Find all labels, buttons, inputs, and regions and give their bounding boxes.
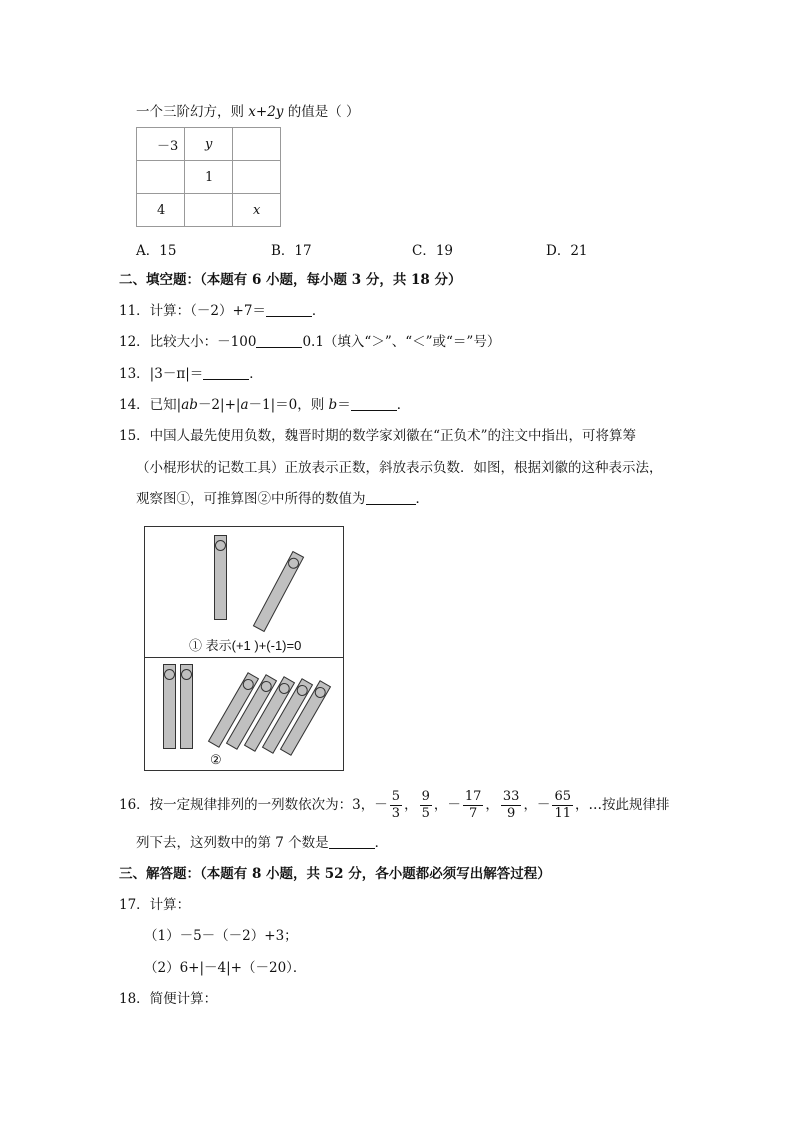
q18-title: 18．简便计算： bbox=[119, 991, 218, 1007]
answer-blank bbox=[266, 303, 312, 317]
q14 bbox=[119, 396, 410, 414]
separator: ，－ bbox=[523, 797, 551, 813]
q16-text: 16．按一定规律排列的一列数依次为：3，－ bbox=[119, 797, 388, 813]
q14-var-a: a bbox=[240, 397, 249, 413]
grid-cell bbox=[233, 161, 281, 194]
q17-part2: （2）6+|－4|+（－20）． bbox=[144, 960, 307, 976]
grid-cell: 1 bbox=[185, 161, 233, 194]
denominator: 7 bbox=[468, 806, 478, 821]
q12-end: 0.1（填入“＞”、“＜”或“＝”号） bbox=[302, 334, 501, 350]
q10-stem bbox=[136, 103, 360, 121]
q16-line2 bbox=[136, 834, 388, 852]
q12-text: 12．比较大小：－100 bbox=[119, 334, 257, 350]
grid-cell bbox=[233, 128, 281, 161]
stick-circle bbox=[164, 669, 175, 680]
figure-1-caption: ① 表示(+1 )+(-1)=0 bbox=[189, 638, 302, 653]
stick-circle bbox=[277, 681, 292, 696]
slanted-stick bbox=[253, 551, 304, 632]
numerator: 5 bbox=[391, 789, 401, 804]
stick-circle bbox=[181, 669, 192, 680]
answer-blank bbox=[203, 366, 249, 380]
q15-line3 bbox=[136, 490, 429, 508]
upright-stick bbox=[180, 664, 193, 749]
figure-1 bbox=[144, 526, 344, 658]
q11 bbox=[119, 302, 325, 320]
upright-stick bbox=[214, 535, 227, 620]
q15-text: 观察图①，可推算图②中所得的数值为 bbox=[136, 491, 366, 507]
grid-cell: y bbox=[185, 128, 233, 161]
q17-title: 17．计算： bbox=[119, 897, 191, 913]
separator: ，－ bbox=[433, 797, 461, 813]
q16-line1 bbox=[119, 788, 669, 822]
stick-circle bbox=[241, 677, 256, 692]
q14-end: ． bbox=[396, 397, 411, 413]
magic-square bbox=[136, 127, 281, 227]
q15-end: ． bbox=[415, 491, 429, 507]
grid-cell bbox=[185, 194, 233, 227]
q13-end: ． bbox=[249, 366, 263, 382]
q14-var-b: b bbox=[328, 397, 338, 413]
fraction bbox=[463, 789, 484, 822]
separator: ，…按此规律排 bbox=[574, 797, 670, 813]
figure-2 bbox=[144, 657, 344, 771]
section2-title: 二、填空题：（本题有 6 小题，每小题 3 分，共 18 分） bbox=[119, 272, 462, 288]
q10-text-pre: 一个三阶幻方，则 bbox=[136, 104, 249, 120]
q14-text: －2|+| bbox=[197, 397, 241, 413]
option-d: D．21 bbox=[546, 243, 588, 259]
q11-text: 11．计算：（－2）+7＝ bbox=[119, 303, 266, 319]
stick-circle bbox=[295, 683, 310, 698]
stick-circle bbox=[215, 540, 226, 551]
separator: ， bbox=[404, 797, 418, 813]
numerator: 33 bbox=[502, 789, 520, 804]
q10-text-post: 的值是（ ） bbox=[283, 104, 360, 120]
q17-part1: （1）－5－（－2）+3； bbox=[144, 928, 298, 944]
q12 bbox=[119, 333, 500, 351]
q13-text: 13．|3－π|＝ bbox=[119, 366, 204, 382]
answer-blank bbox=[256, 334, 302, 348]
denominator: 11 bbox=[554, 806, 571, 821]
answer-blank bbox=[329, 835, 375, 849]
q15-line2: （小棍形状的记数工具）正放表示正数，斜放表示负数．如图，根据刘徽的这种表示法， bbox=[136, 460, 663, 476]
q11-end: ． bbox=[311, 303, 326, 319]
grid-cell bbox=[137, 161, 185, 194]
q16-text: 列下去，这列数中的第 7 个数是 bbox=[136, 835, 329, 851]
grid-cell: －3 bbox=[137, 128, 185, 161]
q14-text: －1|＝0，则 bbox=[248, 397, 329, 413]
q16-end: ． bbox=[374, 835, 389, 851]
grid-cell: 4 bbox=[137, 194, 185, 227]
answer-blank bbox=[351, 397, 397, 411]
q14-text: 14．已知| bbox=[119, 397, 182, 413]
q15-line1: 15．中国人最先使用负数，魏晋时期的数学家刘徽在“正负术”的注文中指出，可将算筹 bbox=[119, 428, 636, 444]
section3-title: 三、解答题：（本题有 8 小题，共 52 分，各小题都必须写出解答过程） bbox=[119, 866, 551, 882]
numerator: 17 bbox=[464, 789, 482, 804]
answer-blank bbox=[366, 491, 416, 505]
denominator: 5 bbox=[421, 806, 430, 821]
fraction bbox=[390, 789, 402, 822]
q14-text: ＝ bbox=[337, 397, 351, 413]
option-a: A．15 bbox=[136, 243, 177, 259]
stick-circle bbox=[286, 556, 301, 571]
stick-circle bbox=[259, 679, 274, 694]
option-b: B．17 bbox=[271, 243, 312, 259]
separator: ， bbox=[485, 797, 499, 813]
q13 bbox=[119, 365, 263, 383]
upright-stick bbox=[163, 664, 176, 749]
q14-var-ab: ab bbox=[181, 397, 198, 413]
denominator: 9 bbox=[507, 806, 516, 821]
fraction bbox=[501, 789, 522, 822]
fraction bbox=[552, 789, 573, 822]
grid-cell: x bbox=[233, 194, 281, 227]
option-c: C．19 bbox=[412, 243, 454, 259]
numerator: 9 bbox=[421, 789, 430, 804]
q10-expr: x+2y bbox=[248, 104, 284, 120]
fraction bbox=[420, 789, 432, 822]
numerator: 65 bbox=[554, 789, 571, 804]
stick-circle bbox=[313, 685, 328, 700]
denominator: 3 bbox=[391, 806, 401, 821]
figure-2-caption: ② bbox=[210, 753, 222, 768]
